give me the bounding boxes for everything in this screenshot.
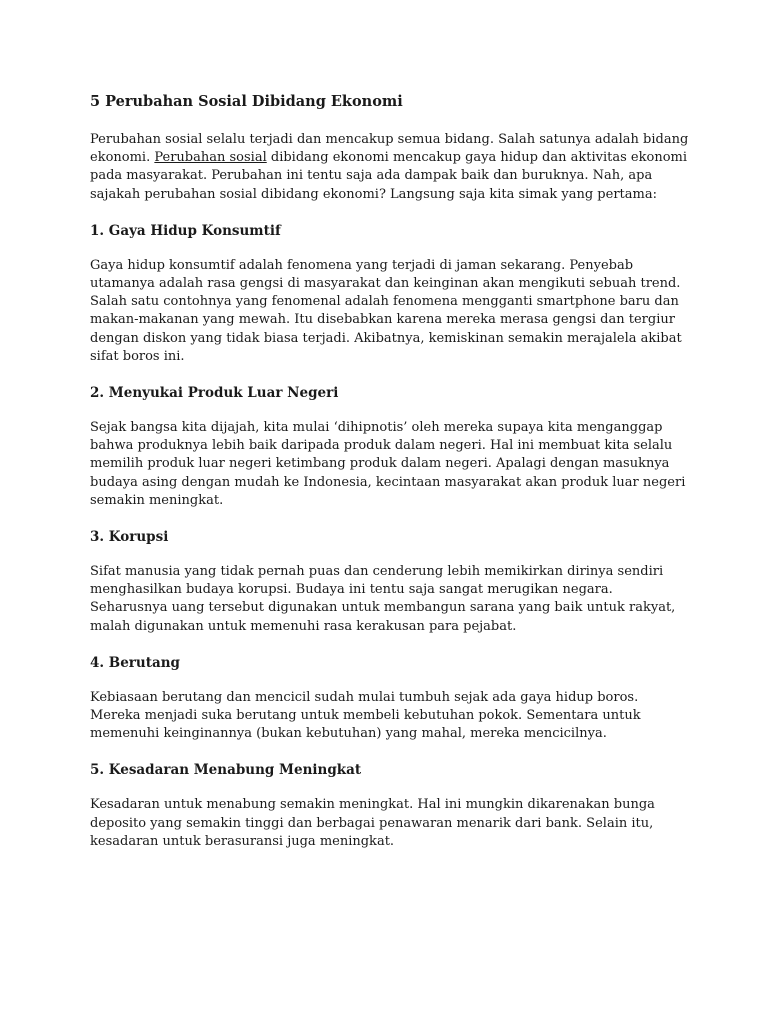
section-heading-kesadaran-menabung: 5. Kesadaran Menabung Meningkat: [90, 762, 362, 779]
intro-text-after-link: dibidang ekonomi mencakup gaya hidup dan aktivitas ekonomi pada masyarakat. Perubahan ini tentu saja ada dampak baik dan buruknya. Nah, apa sajakah perubahan sosial dibidang ekonomi? Langsung saja kita simak yang pertama:: [90, 150, 688, 202]
intro-text-before-link: Perubahan sosial selalu terjadi dan mencakup semua bidang. Salah satunya adalah bidang ekonomi.: [90, 132, 689, 166]
section-body-gaya-hidup-konsumtif: Gaya hidup konsumtif adalah fenomena yang terjadi di jaman sekarang. Penyebab utamanya adalah rasa gengsi di masyarakat dan keinginan akan mengikuti sebuah trend. Salah satu contohnya yang fenomenal adalah fenomena mengganti smartphone baru dan makan-makanan yang mewah. Itu disebabkan karena mereka merasa gengsi dan tergiur dengan diskon yang tidak biasa terjadi. Akibatnya, kemiskinan semakin merajalela akibat sifat boros ini.: [90, 257, 682, 364]
section-heading-berutang: 4. Berutang: [90, 654, 180, 671]
perubahan-sosial-link[interactable]: Perubahan sosial: [154, 150, 267, 166]
section-body-produk-luar-negeri: Sejak bangsa kita dijajah, kita mulai ‘dihipnotis’ oleh mereka supaya kita menganggap bahwa produknya lebih baik daripada produk dalam negeri. Hal ini membuat kita selalu memilih produk luar negeri ketimbang produk dalam negeri. Apalagi dengan masuknya budaya asing dengan mudah ke Indonesia, kecintaan masyarakat akan produk luar negeri semakin meningkat.: [90, 420, 686, 508]
document-page: [90, 92, 690, 869]
section-heading-produk-luar-negeri: 2. Menyukai Produk Luar Negeri: [90, 385, 339, 402]
section-heading-korupsi: 3. Korupsi: [90, 529, 169, 546]
section-heading-gaya-hidup-konsumtif: 1. Gaya Hidup Konsumtif: [90, 222, 281, 239]
intro-paragraph: [90, 131, 690, 204]
section-body-korupsi: Sifat manusia yang tidak pernah puas dan cenderung lebih memikirkan dirinya sendiri menghasilkan budaya korupsi. Budaya ini tentu saja sangat merugikan negara. Seharusnya uang tersebut digunakan untuk membangun sarana yang baik untuk rakyat, malah digunakan untuk memenuhi rasa kerakusan para pejabat.: [90, 564, 676, 634]
section-body-kesadaran-menabung: Kesadaran untuk menabung semakin meningkat. Hal ini mungkin dikarenakan bunga deposito yang semakin tinggi dan berbagai penawaran menarik dari bank. Selain itu, kesadaran untuk berasuransi juga meningkat.: [90, 797, 655, 849]
document-title: 5 Perubahan Sosial Dibidang Ekonomi: [90, 93, 403, 110]
section-body-berutang: Kebiasaan berutang dan mencicil sudah mulai tumbuh sejak ada gaya hidup boros. Mereka menjadi suka berutang untuk membeli kebutuhan pokok. Sementara untuk memenuhi keinginannya (bukan kebutuhan) yang mahal, mereka mencicilnya.: [90, 689, 641, 742]
